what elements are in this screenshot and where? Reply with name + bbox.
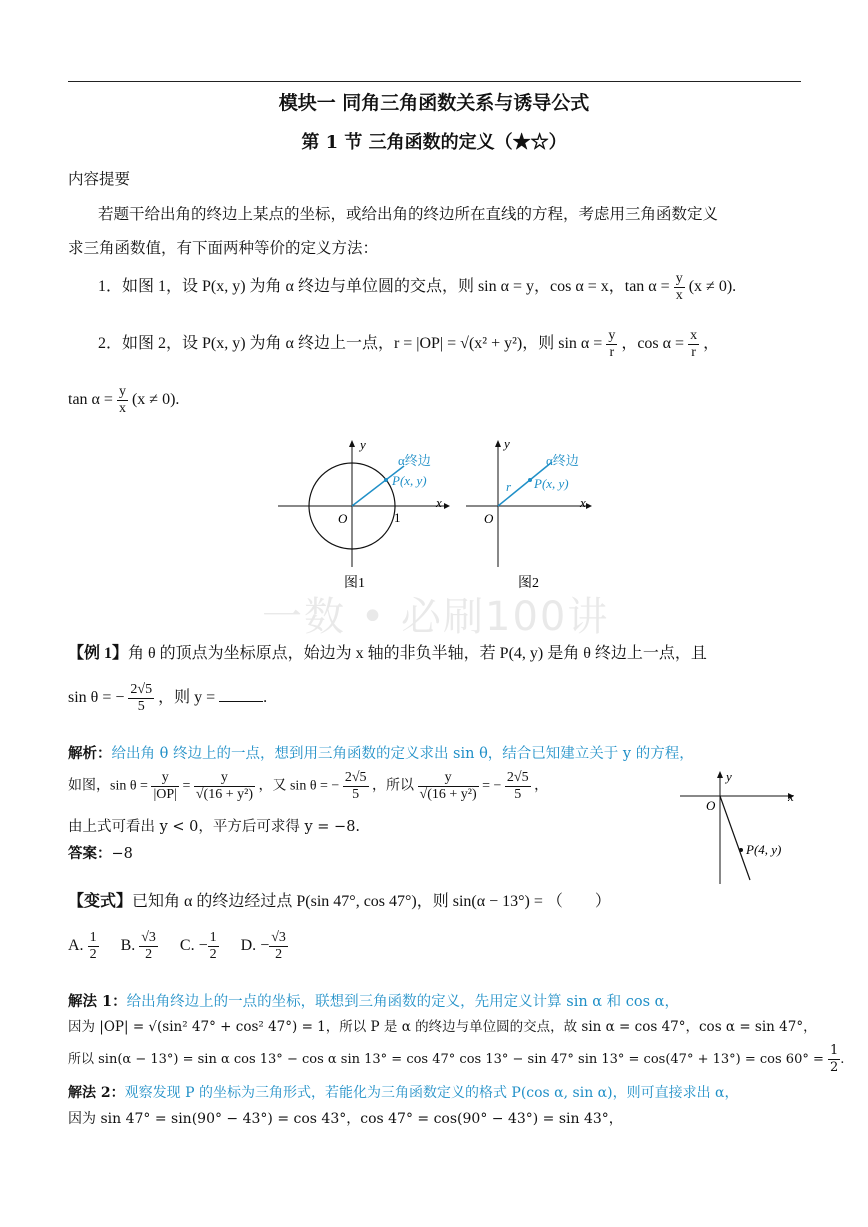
fraction-numerator: 2√5: [344, 770, 367, 785]
fraction-numerator: y: [151, 770, 179, 787]
option-letter: D.: [240, 937, 257, 955]
tan-fraction-2: [117, 384, 128, 417]
tan-fraction: [674, 271, 685, 304]
fig1-terminal-label: α终边: [398, 453, 431, 468]
method-2-label: 解法 2：: [68, 1085, 125, 1101]
fraction-numerator: 2√5: [130, 682, 153, 697]
fraction-denominator: 2: [209, 947, 217, 962]
fig2-origin-label: O: [484, 511, 494, 526]
intro-paragraph-line2: 求三角函数值，有下面两种等价的定义方法：: [68, 239, 379, 257]
method-1-label: 解法 1：: [68, 993, 127, 1010]
period: .: [840, 1052, 845, 1067]
fig3-x-label: x: [788, 789, 794, 804]
method-1-line2: 因为 |OP| = √(sin² 47° + cos² 47°) = 1，所以 P 是 α 的终边与单位圆的交点，故 sin α = cos 47°，cos α = sin 47°，: [68, 1019, 817, 1035]
fig3-point-label: P(4, y): [746, 842, 782, 857]
fraction-numerator: y: [675, 271, 683, 286]
option-fraction: [269, 930, 288, 963]
definition-1-text: 1．如图 1，设 P(x, y) 为角 α 终边与单位圆的交点，则 sin α = y，cos α = x，tan α =: [98, 278, 670, 296]
example-label: 【例 1】: [68, 645, 129, 662]
option-letter: A.: [68, 937, 84, 955]
option-c[interactable]: [179, 930, 219, 962]
figure-3-point-p: [676, 768, 806, 886]
solution-1-line2: [68, 770, 548, 803]
sin-expression: sin θ = −: [68, 689, 125, 707]
fig2-caption: 图2: [518, 576, 539, 590]
header-rule: [68, 81, 801, 82]
fraction-numerator: √3: [141, 930, 156, 945]
method-2-line2: 因为 sin 47° = sin(90° − 43°) = cos 43°，cos 47° = cos(90° − 43°) = sin 43°，: [68, 1111, 623, 1127]
definition-2-mid: ，cos α =: [621, 335, 685, 353]
fraction-denominator: 5: [352, 787, 360, 802]
fraction-d: [418, 770, 479, 803]
fraction-denominator: 2: [89, 947, 97, 962]
tan-label: tan α =: [68, 391, 113, 409]
solution-1-line3: 由上式可看出 y < 0，平方后可求得 y = −8.: [68, 819, 361, 835]
option-b[interactable]: [120, 930, 158, 962]
variant-label: 【变式】: [68, 893, 133, 910]
watermark: 一数 • 必刷100讲: [262, 594, 610, 640]
fraction-numerator: 2√5: [506, 770, 529, 785]
fraction-numerator: 1: [830, 1043, 839, 1058]
method-2-text: 观察发现 P 的坐标为三角形式，若能化为三角函数定义的格式 P(cos α, sin α)，则可直接求出 α，: [124, 1085, 739, 1101]
fraction-numerator: x: [690, 328, 698, 343]
answer-value: −8: [111, 846, 133, 862]
fraction-denominator: r: [609, 345, 615, 360]
fraction-denominator: |OP|: [153, 787, 177, 802]
fig2-point-label: P(x, y): [534, 476, 569, 491]
fraction-numerator: y: [418, 770, 479, 787]
section-title: 第 1 节 三角函数的定义（★☆）: [301, 132, 567, 153]
fig1-x-label: x: [436, 495, 442, 510]
module-title: 模块一 同角三角函数关系与诱导公式: [278, 92, 590, 114]
figure-2-terminal-side: [460, 435, 600, 590]
fraction-denominator: 5: [514, 787, 522, 802]
fraction-denominator: r: [691, 345, 696, 360]
method-1-line1: [68, 990, 679, 1011]
option-fraction: [139, 930, 158, 963]
definition-2: [98, 328, 719, 361]
fig1-y-label: y: [360, 437, 366, 452]
fig2-terminal-label: α终边: [546, 453, 579, 468]
period: .: [263, 689, 268, 707]
example-question: ，则 y =: [158, 689, 216, 707]
definition-1-tail: (x ≠ 0).: [688, 278, 737, 296]
fraction-numerator: y: [118, 384, 126, 399]
intro-paragraph-line1: 若题干给出角的终边上某点的坐标，或给出角的终边所在直线的方程，考虑用三角函数定义: [98, 205, 719, 223]
definition-2-line2: [68, 384, 179, 417]
fraction-numerator: 1: [89, 930, 97, 945]
definition-1: [98, 271, 736, 304]
fig1-caption: 图1: [344, 576, 365, 590]
option-letter: B.: [120, 937, 136, 955]
cos-fraction: [688, 328, 699, 361]
answer-label: 答案：: [68, 845, 112, 862]
fig1-point-label: P(x, y): [392, 473, 427, 488]
answer-blank[interactable]: [219, 687, 263, 702]
fraction-numerator: y: [608, 328, 616, 343]
fraction-denominator: 2: [275, 947, 283, 962]
option-fraction: [88, 930, 99, 963]
fraction-c: [343, 770, 369, 803]
solution-text: ，: [534, 778, 549, 794]
definition-2-end: ，: [703, 335, 720, 353]
option-fraction: [208, 930, 219, 963]
fraction-denominator: x: [118, 401, 126, 416]
method-1-text: 给出角终边上的一点的坐标，联想到三角函数的定义，先用定义计算 sin α 和 cos α，: [126, 994, 679, 1010]
solution-text: ，又 sin θ = −: [258, 778, 340, 794]
method-1-line3: [68, 1043, 844, 1076]
solution-text: = −: [482, 778, 502, 794]
example-1-line2: [68, 682, 267, 715]
fraction-denominator: 5: [137, 699, 145, 714]
fraction-a: [151, 770, 179, 803]
fraction-numerator: 1: [209, 930, 217, 945]
sin-fraction: [606, 328, 617, 361]
option-sign: −: [260, 937, 270, 955]
example-1-line1: [68, 640, 707, 663]
intro-heading: 内容提要: [68, 170, 131, 188]
result-fraction: [828, 1043, 840, 1076]
equals: =: [182, 778, 191, 794]
fraction-denominator: 2: [830, 1060, 839, 1075]
option-sign: −: [198, 937, 208, 955]
fig2-r-label: r: [506, 479, 512, 494]
fraction-denominator: 2: [145, 947, 153, 962]
fraction-denominator: √(16 + y²): [419, 787, 477, 802]
option-letter: C.: [179, 937, 195, 955]
solution-1-text: 给出角 θ 终边上的一点，想到用三角函数的定义求出 sin θ，结合已知建立关于 y 的方程，: [111, 746, 694, 762]
fig3-y-label: y: [726, 769, 732, 784]
figure-1-unit-circle: [270, 435, 460, 590]
fraction-numerator: y: [194, 770, 255, 787]
method-1-derivation: 所以 sin(α − 13°) = sin α cos 13° − cos α sin 13° = cos 47° cos 13° − sin 47° sin 13° = cos(47° + 13°) = cos 60° =: [68, 1052, 824, 1067]
fig2-y-label: y: [504, 436, 510, 451]
fraction-denominator: x: [675, 288, 683, 303]
example-1-text: 角 θ 的顶点为坐标原点，始边为 x 轴的非负半轴，若 P(4, y) 是角 θ 终边上一点，且: [128, 645, 707, 662]
answer-line: [68, 842, 133, 863]
method-2-line1: [68, 1082, 738, 1102]
fraction-b: [194, 770, 255, 803]
option-d[interactable]: [240, 930, 288, 962]
fig3-origin-label: O: [706, 798, 716, 813]
fig2-x-label: x: [580, 495, 586, 510]
fraction-numerator: √3: [271, 930, 286, 945]
definition-2-text: 2．如图 2，设 P(x, y) 为角 α 终边上一点，r = |OP| = √(x² + y²)，则 sin α =: [98, 335, 603, 353]
example-fraction: [128, 682, 154, 715]
variant-text: 已知角 α 的终边经过点 P(sin 47°, cos 47°)，则 sin(α − 13°) = （ ）: [132, 893, 611, 910]
variant-options: [68, 930, 288, 963]
solution-text: ，所以: [372, 778, 415, 794]
solution-label: 解析：: [68, 745, 112, 762]
fig1-one-label: 1: [394, 510, 401, 525]
solution-text: 如图，sin θ =: [68, 778, 148, 794]
definition-2-tail: (x ≠ 0).: [131, 391, 180, 409]
option-a[interactable]: [68, 930, 99, 962]
solution-1-line1: [68, 742, 694, 763]
fraction-e: [505, 770, 531, 803]
fraction-denominator: √(16 + y²): [195, 787, 253, 802]
variant-question: [68, 888, 611, 911]
fig1-origin-label: O: [338, 511, 348, 526]
